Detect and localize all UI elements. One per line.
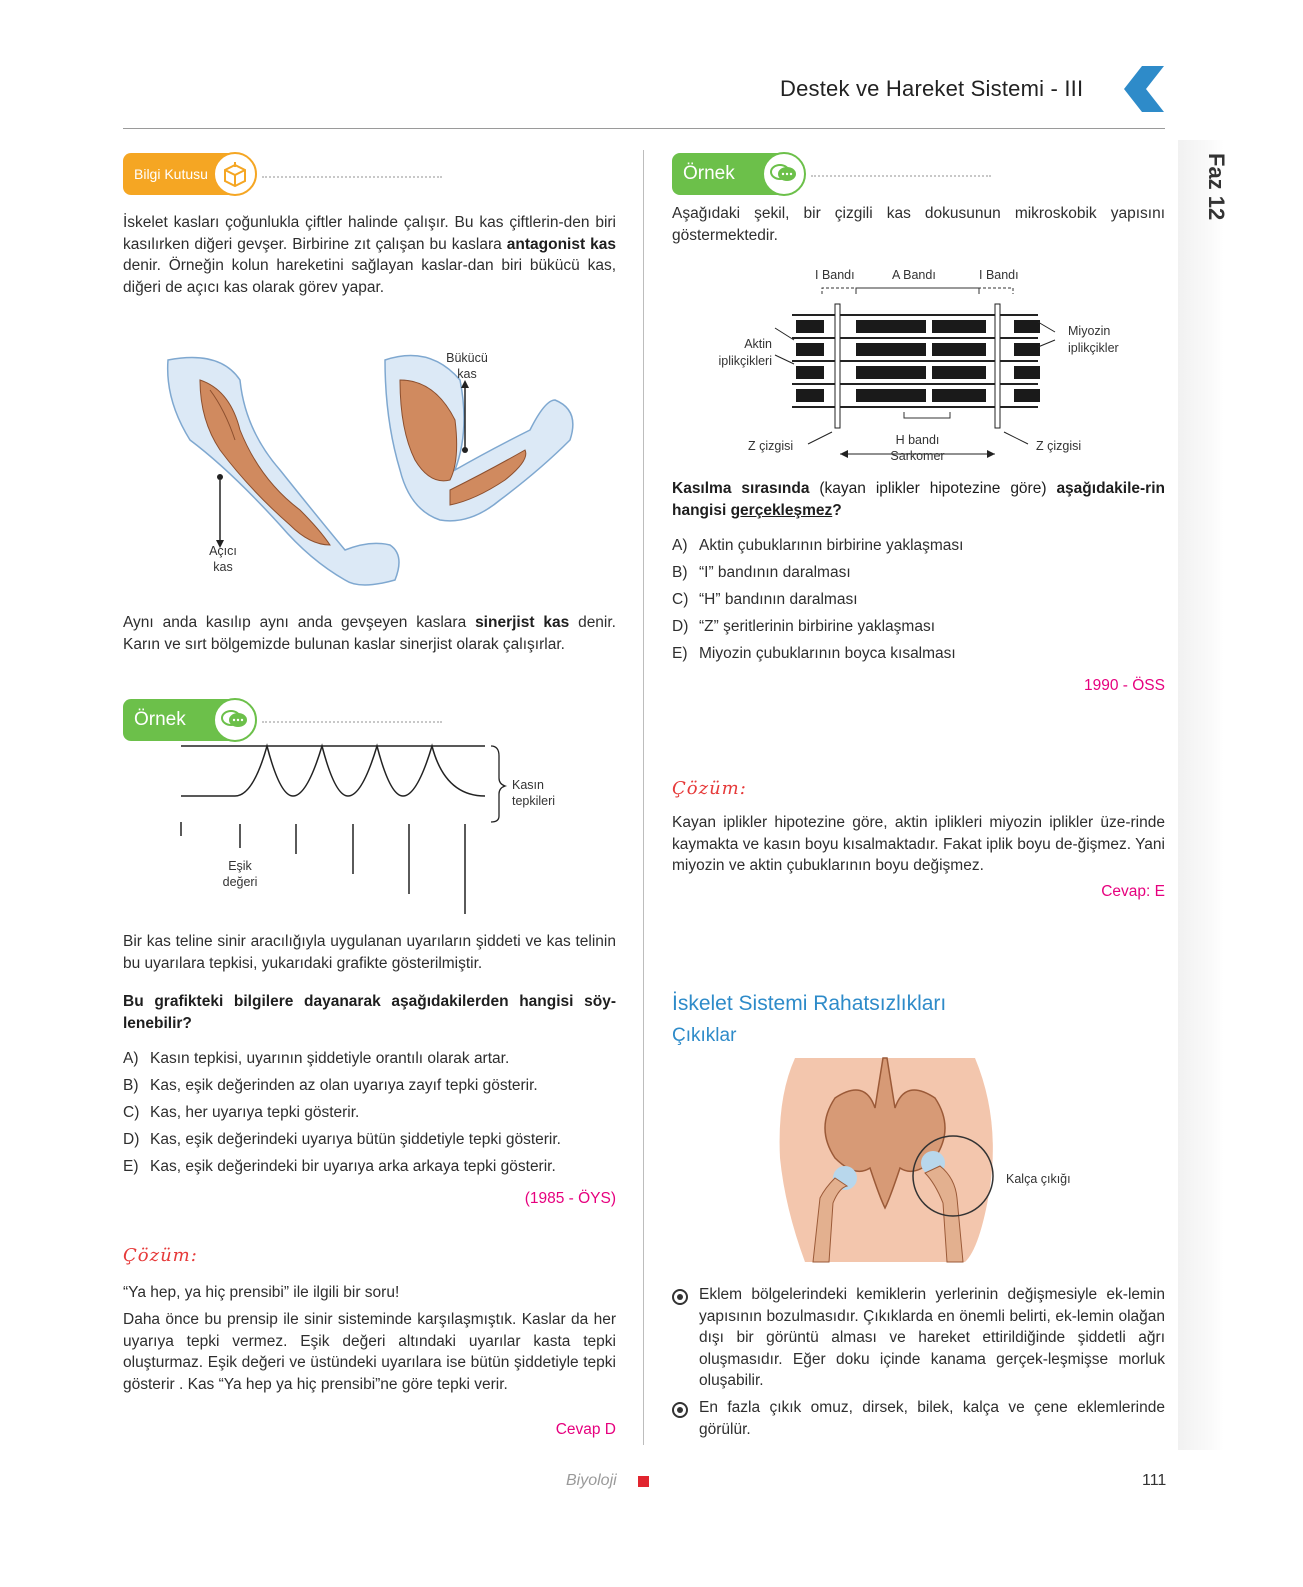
speech-bubbles-icon bbox=[213, 698, 257, 742]
option-a[interactable]: A) Kasın tepkisi, uyarının şiddetiyle orantılı olarak artar. bbox=[123, 1050, 510, 1067]
graph-label-response: Kasın tepkileri bbox=[512, 778, 556, 808]
answer-left: Cevap D bbox=[555, 1421, 616, 1438]
option-d[interactable]: D) “Z” şeritlerinin birbirine yaklaşması bbox=[672, 618, 936, 635]
bullet-item: Eklem bölgelerindeki kemiklerin yerlerinin değişmesiyle ek-lemin yapısının bozulmasıdır. Çıkıklarda en önemli belirti, ek-lemin olağan dışı bir görüntü alması ve hareket ettirildiğinde şiddetli ağrı oluşmasıdır. Eğer doku içinde kanama gerçek-leşmişse morluk oluşabilir. bbox=[699, 1286, 1165, 1389]
bullet-item: En fazla çıkık omuz, dirsek, bilek, kalça ve çene eklemlerinde görülür. bbox=[699, 1399, 1165, 1438]
label-aktin: Aktin iplikçikleri bbox=[718, 337, 772, 368]
page-header-title: Destek ve Hareket Sistemi - III bbox=[780, 76, 1084, 101]
ornek-label-right: Örnek bbox=[683, 163, 735, 184]
speech-bubbles-icon bbox=[762, 152, 806, 196]
box-icon bbox=[213, 152, 257, 196]
label-z-left: Z çizgisi bbox=[748, 439, 794, 453]
option-e[interactable]: E) Kas, eşik değerindeki bir uyarıya arka arkaya tepki gösterir. bbox=[123, 1158, 556, 1175]
label-i-band-left: I Bandı bbox=[815, 268, 855, 282]
cozum-heading-right: Çözüm: bbox=[672, 778, 747, 799]
target-bullet-icon bbox=[672, 1402, 688, 1418]
source-right: 1990 - ÖSS bbox=[1084, 677, 1165, 694]
paragraph-antagonist: İskelet kasları çoğunlukla çiftler halinde çalışır. Bu kas çiftlerin-den biri kasılırken diğeri gevşer. Birbirine zıt çalışan bu kaslara antagonist kas denir. Örneğin kolun hareketini sağlayan kaslar-dan biri bükücü kas, diğeri de açıcı kas olarak görev yapar. bbox=[123, 214, 617, 296]
options-list-left bbox=[123, 1045, 623, 1180]
source-left: (1985 - ÖYS) bbox=[524, 1190, 616, 1207]
paragraph-sinerjist: Aynı anda kasılıp aynı anda gevşeyen kaslara sinerjist kas denir. Karın ve sırt bölgemizde bulunan kaslar sinerjist olarak çalışırlar. bbox=[123, 614, 616, 653]
subsection-title: Çıkıklar bbox=[672, 1025, 737, 1046]
label-hip-dislocation: Kalça çıkığı bbox=[1006, 1172, 1071, 1186]
section-title: İskelet Sistemi Rahatsızlıkları bbox=[672, 992, 947, 1015]
muscle-response-graph bbox=[175, 740, 515, 920]
solution-text-right: Kayan iplikler hipotezine göre, aktin iplikleri miyozin iplikler üze-rinde kaymakta ve kasın boyu kısalmaktadır. Fakat iplik boyu de-ğişmez. Yani miyozin ve aktin çubuklarının boyu değişmez. bbox=[672, 814, 1165, 874]
sidebar-label bbox=[1178, 150, 1229, 250]
hip-dislocation-illustration bbox=[765, 1058, 1005, 1262]
chevron-left-icon bbox=[1124, 66, 1166, 112]
option-c[interactable]: C) “H” bandının daralması bbox=[672, 591, 858, 608]
option-b[interactable]: B) Kas, eşik değerinden az olan uyarıya zayıf tepki gösterir. bbox=[123, 1077, 538, 1094]
option-a[interactable]: A) Aktin çubuklarının birbirine yaklaşması bbox=[672, 537, 964, 554]
options-list-right bbox=[672, 532, 1165, 667]
question-right: Kasılma sırasında (kayan iplikler hipotezine göre) aşağıdakile-rin hangisi gerçekleşmez? bbox=[672, 480, 1165, 519]
sidebar-label-text: Faz 12 bbox=[1204, 153, 1229, 221]
solution-text-left: Daha önce bu prensip ile sinir sisteminde karşılaşmıştık. Kaslar da her uyarıya tepki vermez. Eşik değeri altındaki uyarılar kasta tepki oluşturmaz. Eşik değeri ve üstündeki uyarılara ise bütün şiddetiyle tepki gösterir . Kas “Ya hep ya hiç prensibi”ne göre tepki verir. bbox=[123, 1311, 616, 1393]
arm-label-acici: Açıcı kas bbox=[209, 544, 237, 574]
page-number: 111 bbox=[1142, 1472, 1167, 1489]
column-divider bbox=[643, 150, 644, 1445]
dotted-rule bbox=[262, 721, 442, 723]
arm-label-bukucu: Bükücü kas bbox=[446, 351, 488, 381]
footer-subject: Biyoloji bbox=[566, 1472, 617, 1489]
intro-right: Aşağıdaki şekil, bir çizgili kas dokusunun mikroskobik yapısını göstermektedir. bbox=[672, 205, 1165, 244]
question-bold-left: Bu grafikteki bilgilere dayanarak aşağıdakilerden hangisi söy-lenebilir? bbox=[123, 993, 616, 1032]
dotted-rule bbox=[811, 175, 991, 177]
answer-right: Cevap: E bbox=[1101, 883, 1165, 900]
option-b[interactable]: B) “I” bandının daralması bbox=[672, 564, 851, 581]
label-z-right: Z çizgisi bbox=[1036, 439, 1082, 453]
option-e[interactable]: E) Miyozin çubuklarının boyca kısalması bbox=[672, 645, 956, 662]
question-text-left: Bir kas teline sinir aracılığıyla uygulanan uyarıların şiddeti ve kas telinin bu uyarılara tepkisi, yukarıdaki grafikte gösterilmiştir. bbox=[123, 933, 616, 972]
target-bullet-icon bbox=[672, 1289, 688, 1305]
label-h-band: H bandı Sarkomer bbox=[890, 433, 945, 463]
sidebar-strip bbox=[1178, 140, 1224, 1450]
label-miyozin: Miyozin iplikçikler bbox=[1068, 324, 1119, 355]
dotted-rule bbox=[262, 176, 442, 178]
footer-square-icon bbox=[638, 1476, 649, 1487]
cozum-heading-left: Çözüm: bbox=[123, 1245, 198, 1266]
label-i-band-right: I Bandı bbox=[979, 268, 1019, 282]
option-c[interactable]: C) Kas, her uyarıya tepki gösterir. bbox=[123, 1104, 360, 1121]
ornek-label-left: Örnek bbox=[134, 709, 186, 730]
graph-label-threshold: Eşik değeri bbox=[222, 859, 258, 889]
bilgi-kutusu-label: Bilgi Kutusu bbox=[134, 166, 208, 182]
label-a-band: A Bandı bbox=[892, 268, 936, 282]
solution-line1-left: “Ya hep, ya hiç prensibi” ile ilgili bir soru! bbox=[123, 1284, 400, 1301]
header-divider bbox=[123, 128, 1165, 129]
option-d[interactable]: D) Kas, eşik değerindeki uyarıya bütün şiddetiyle tepki gösterir. bbox=[123, 1131, 561, 1148]
